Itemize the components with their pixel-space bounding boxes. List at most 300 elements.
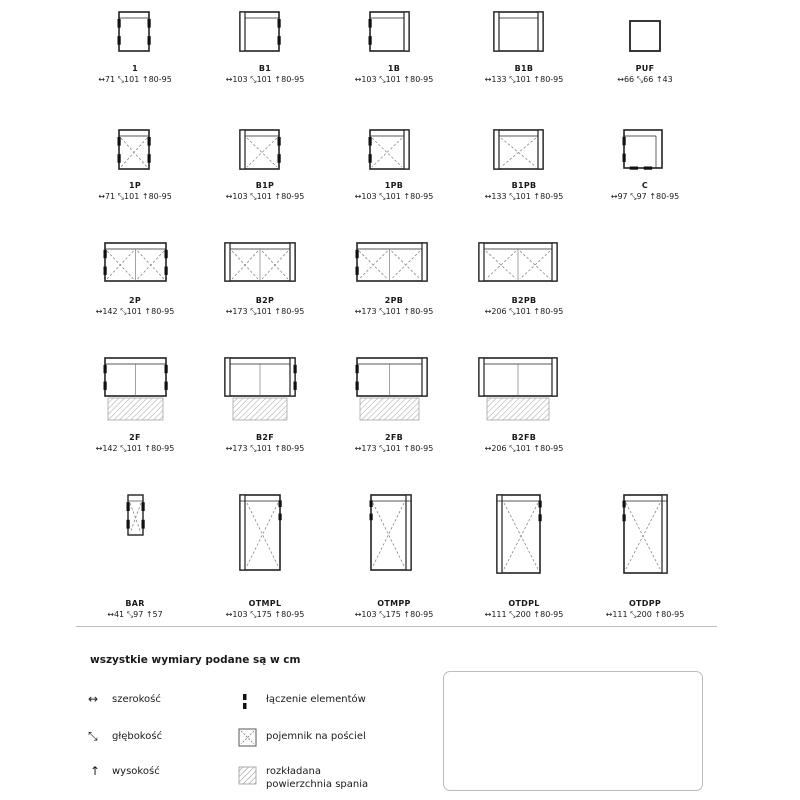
- armrest-right: [662, 495, 667, 573]
- depth-arrow-icon: ⤡: [509, 192, 516, 201]
- width-value: 173: [361, 307, 377, 316]
- height-value: 80-95: [148, 192, 172, 201]
- height-arrow-icon: ↑: [533, 444, 541, 453]
- depth-arrow-icon: ⤡: [120, 307, 127, 316]
- width-arrow-icon: ↔: [354, 610, 362, 619]
- module-code: B1PB: [511, 181, 537, 190]
- width-value: 142: [102, 307, 118, 316]
- module-code: OTDPL: [508, 599, 540, 608]
- height-arrow-icon: ↑: [145, 610, 153, 619]
- module-outline: [371, 495, 411, 570]
- width-arrow-icon: ↔: [95, 444, 103, 453]
- module-dimensions: [459, 444, 589, 454]
- connector-mark: [165, 382, 168, 390]
- module-dimensions: [70, 307, 200, 317]
- sleeping-area: [233, 398, 287, 420]
- armrest-right: [538, 130, 543, 169]
- module-drawing: [459, 356, 589, 476]
- connector-mark: [369, 137, 372, 146]
- legend-connector: [238, 693, 418, 711]
- connector-mark: [279, 500, 282, 507]
- connector-mark: [165, 267, 168, 275]
- module-b1p: [200, 126, 330, 251]
- module-dimensions: [459, 307, 589, 317]
- module-dimensions: [329, 444, 459, 454]
- height-value: 80-95: [540, 75, 564, 84]
- height-value: 80-95: [540, 192, 564, 201]
- connector-mark: [278, 19, 281, 28]
- legend-height: [90, 765, 210, 781]
- sleeping-area: [108, 398, 163, 420]
- width-value: 133: [491, 192, 507, 201]
- module-dimensions: [459, 610, 589, 620]
- module-b2p: [200, 241, 330, 366]
- height-arrow-icon: ↑: [403, 610, 411, 619]
- width-arrow-icon: ↔: [354, 75, 362, 84]
- width-arrow-icon: ↔: [484, 610, 492, 619]
- width-value: 133: [491, 75, 507, 84]
- depth-value: 101: [124, 75, 140, 84]
- width-value: 103: [232, 192, 248, 201]
- height-value: 43: [662, 75, 673, 84]
- module-2fb: [329, 356, 459, 481]
- module-otdpp: [580, 491, 710, 619]
- height-value: 80-95: [151, 307, 175, 316]
- connector-mark: [370, 514, 373, 521]
- depth-arrow-icon: ⤡: [630, 610, 637, 619]
- module-code: PUF: [635, 64, 655, 73]
- height-value: 80-95: [281, 75, 305, 84]
- depth-value: 101: [385, 75, 401, 84]
- connector-mark: [356, 382, 359, 390]
- module-drawing: [200, 356, 330, 476]
- module-code: 2PB: [384, 296, 404, 305]
- module-code: B1B: [514, 64, 534, 73]
- module-b2f: [200, 356, 330, 481]
- depth-arrow-icon: ⤡: [88, 729, 98, 743]
- module-dimensions: [329, 75, 459, 85]
- module-dimensions: [329, 610, 459, 620]
- depth-arrow-icon: ⤡: [379, 444, 386, 453]
- module-b2fb: [459, 356, 589, 481]
- legend-storage: [238, 728, 418, 748]
- connector-mark: [148, 36, 151, 45]
- depth-arrow-icon: ⤡: [250, 75, 257, 84]
- armrest-right: [404, 12, 409, 51]
- depth-value: 101: [515, 192, 531, 201]
- connector-mark: [165, 365, 168, 373]
- connector-mark: [104, 382, 107, 390]
- connector-mark: [539, 514, 542, 521]
- connector-mark: [148, 19, 151, 28]
- armrest-right: [404, 130, 409, 169]
- width-arrow-icon: ↔: [95, 307, 103, 316]
- connector-mark: [539, 501, 542, 508]
- height-arrow-icon: ↑: [403, 75, 411, 84]
- width-value: 66: [623, 75, 635, 84]
- height-arrow-icon: ↑: [274, 444, 282, 453]
- module-code: B1: [258, 64, 272, 73]
- connector-mark: [356, 267, 359, 275]
- module-dimensions: [200, 75, 330, 85]
- connector-mark: [623, 514, 626, 521]
- depth-value: 200: [515, 610, 531, 619]
- height-arrow-icon: ↑: [649, 192, 657, 201]
- armrest-left: [225, 358, 230, 396]
- height-arrow-icon: ↑: [274, 192, 282, 201]
- module-drawing: [70, 491, 200, 611]
- module-drawing: [329, 356, 459, 476]
- armrest-left: [240, 130, 245, 169]
- width-value: 103: [361, 192, 377, 201]
- depth-value: 101: [256, 75, 272, 84]
- depth-arrow-icon: ⤡: [509, 307, 516, 316]
- armrest-left: [494, 12, 499, 51]
- legend-sleeping-label-1: rozkładana: [266, 766, 321, 777]
- height-value: 80-95: [540, 307, 564, 316]
- connector-mark: [356, 250, 359, 258]
- armrest-left: [494, 130, 499, 169]
- module-1: [70, 12, 200, 137]
- armrest-left: [479, 358, 484, 396]
- width-arrow-icon: ↔: [354, 192, 362, 201]
- height-arrow-icon: ↑: [274, 610, 282, 619]
- module-dimensions: [70, 444, 200, 454]
- module-outline: [630, 21, 660, 51]
- height-arrow-icon: ↑: [403, 192, 411, 201]
- width-value: 206: [491, 444, 507, 453]
- connector-mark: [118, 36, 121, 45]
- module-dimensions: [329, 307, 459, 317]
- connector-mark: [369, 154, 372, 163]
- legend-connector-label: łączenie elementów: [266, 694, 366, 705]
- width-arrow-icon: ↔: [107, 610, 114, 619]
- module-code: 1B: [387, 64, 401, 73]
- width-value: 97: [617, 192, 628, 201]
- height-arrow-icon: ↑: [141, 75, 149, 84]
- armrest-left: [479, 243, 484, 281]
- module-dimensions: [580, 610, 710, 620]
- height-arrow-icon: ↑: [144, 307, 152, 316]
- module-code: 1P: [128, 181, 142, 190]
- depth-value: 175: [385, 610, 401, 619]
- module-code: B2FB: [511, 433, 537, 442]
- module-otmpl: [200, 491, 330, 619]
- depth-value: 101: [256, 307, 272, 316]
- width-value: 142: [102, 444, 118, 453]
- armrest-right: [552, 243, 557, 281]
- width-value: 71: [104, 192, 116, 201]
- width-arrow-icon: ↔: [225, 610, 233, 619]
- depth-value: 101: [515, 444, 531, 453]
- connector-mark: [118, 154, 121, 163]
- height-value: 80-95: [410, 75, 434, 84]
- depth-arrow-icon: ⤡: [250, 444, 257, 453]
- module-dimensions: [70, 610, 200, 620]
- depth-value: 101: [385, 192, 401, 201]
- module-puf: [580, 12, 710, 137]
- connector-mark: [623, 137, 626, 145]
- connector-mark: [623, 154, 626, 162]
- depth-arrow-icon: ⤡: [509, 610, 516, 619]
- depth-arrow-icon: ⤡: [509, 75, 516, 84]
- height-value: 80-95: [540, 610, 564, 619]
- armrest-right: [552, 358, 557, 396]
- separator-line: [76, 626, 717, 627]
- module-code: 1PB: [384, 181, 404, 190]
- depth-arrow-icon: ⤡: [120, 444, 127, 453]
- width-arrow-icon: ↔: [225, 444, 233, 453]
- module-2f: [70, 356, 200, 481]
- armrest-right: [422, 358, 427, 396]
- module-code: BAR: [125, 599, 145, 608]
- module-code: B2PB: [511, 296, 537, 305]
- module-otmpp: [329, 491, 459, 619]
- depth-arrow-icon: ⤡: [250, 610, 257, 619]
- width-arrow-icon: ↔: [617, 75, 624, 84]
- width-arrow-icon: ↔: [605, 610, 613, 619]
- height-value: 80-95: [281, 610, 305, 619]
- connector-mark: [369, 36, 372, 45]
- connector-mark: [118, 137, 121, 146]
- height-arrow-icon: ↑: [141, 192, 149, 201]
- module-code: 1: [132, 64, 138, 73]
- width-value: 206: [491, 307, 507, 316]
- connector-mark: [118, 19, 121, 28]
- legend-depth-label: głębokość: [112, 731, 163, 742]
- depth-value: 97: [133, 610, 144, 619]
- depth-arrow-icon: ⤡: [250, 192, 257, 201]
- connector-mark: [142, 502, 145, 511]
- depth-value: 101: [385, 444, 401, 453]
- depth-arrow-icon: ⤡: [509, 444, 516, 453]
- sleeping-area-icon: [238, 766, 258, 786]
- module-code: 2FB: [384, 433, 404, 442]
- depth-value: 175: [256, 610, 272, 619]
- width-value: 173: [232, 307, 248, 316]
- height-arrow-icon: ↑: [655, 75, 663, 84]
- connector-mark: [279, 514, 282, 521]
- module-dimensions: [580, 75, 710, 85]
- height-arrow-icon: ↑: [403, 444, 411, 453]
- module-bar: [70, 491, 200, 619]
- depth-arrow-icon: ⤡: [117, 75, 125, 84]
- width-arrow-icon: ↔: [484, 307, 492, 316]
- depth-value: 101: [515, 75, 531, 84]
- module-2pb: [329, 241, 459, 366]
- width-arrow-icon: ↔: [88, 692, 99, 706]
- connector-mark: [370, 500, 373, 507]
- depth-arrow-icon: ⤡: [117, 192, 125, 201]
- module-1b: [329, 12, 459, 137]
- legend-width: [88, 693, 208, 709]
- height-value: 57: [152, 610, 163, 619]
- depth-value: 101: [385, 307, 401, 316]
- connector-mark: [278, 36, 281, 45]
- width-arrow-icon: ↔: [98, 192, 105, 201]
- module-dimensions: [70, 192, 200, 202]
- height-arrow-icon: ↑: [403, 307, 411, 316]
- module-dimensions: [200, 307, 330, 317]
- depth-value: 97: [636, 192, 647, 201]
- armrest-right: [290, 243, 295, 281]
- depth-arrow-icon: ⤡: [630, 192, 637, 201]
- module-code: B1P: [255, 181, 275, 190]
- legend-sleeping-label-2: powierzchnia spania: [266, 779, 369, 790]
- width-value: 111: [612, 610, 628, 619]
- connector-mark: [630, 167, 638, 170]
- width-value: 173: [361, 444, 377, 453]
- height-value: 80-95: [151, 444, 175, 453]
- width-arrow-icon: ↔: [484, 444, 492, 453]
- width-arrow-icon: ↔: [354, 307, 362, 316]
- module-c: [580, 126, 710, 251]
- connector-mark: [294, 382, 297, 390]
- module-code: B2F: [255, 433, 275, 442]
- sleeping-area: [360, 398, 419, 420]
- storage-icon: [238, 728, 258, 748]
- height-value: 80-95: [540, 444, 564, 453]
- depth-value: 66: [643, 75, 654, 84]
- module-drawing: [329, 491, 459, 611]
- module-1pb: [329, 126, 459, 251]
- module-code: C: [641, 181, 649, 190]
- module-2p: [70, 241, 200, 366]
- height-value: 80-95: [410, 192, 434, 201]
- height-arrow-icon: ↑: [144, 444, 152, 453]
- module-code: B2P: [255, 296, 275, 305]
- height-value: 80-95: [281, 444, 305, 453]
- module-otdpl: [459, 491, 589, 619]
- height-value: 80-95: [410, 610, 434, 619]
- connector-mark: [104, 365, 107, 373]
- module-code: OTMPL: [248, 599, 282, 608]
- height-value: 80-95: [661, 610, 685, 619]
- height-arrow-icon: ↑: [274, 307, 282, 316]
- width-value: 103: [232, 75, 248, 84]
- width-value: 71: [104, 75, 116, 84]
- width-arrow-icon: ↔: [225, 75, 233, 84]
- armrest-right: [538, 12, 543, 51]
- module-code: 2P: [128, 296, 142, 305]
- armrest-right: [290, 358, 295, 396]
- depth-arrow-icon: ⤡: [636, 75, 644, 84]
- module-dimensions: [329, 192, 459, 202]
- depth-value: 101: [256, 444, 272, 453]
- connector-mark: [356, 365, 359, 373]
- depth-arrow-icon: ⤡: [126, 610, 134, 619]
- armrest-left: [240, 12, 245, 51]
- connector-mark: [148, 154, 151, 163]
- height-arrow-icon: ↑: [533, 610, 541, 619]
- width-arrow-icon: ↔: [98, 75, 105, 84]
- depth-arrow-icon: ⤡: [379, 610, 386, 619]
- width-arrow-icon: ↔: [610, 192, 618, 201]
- module-outline: [240, 495, 280, 570]
- module-code: OTMPP: [377, 599, 411, 608]
- armrest-left: [497, 495, 502, 573]
- width-value: 111: [491, 610, 507, 619]
- module-dimensions: [70, 75, 200, 85]
- module-dimensions: [459, 75, 589, 85]
- module-dimensions: [459, 192, 589, 202]
- notes-box: [443, 671, 703, 791]
- module-dimensions: [580, 192, 710, 202]
- connector-mark: [104, 267, 107, 275]
- width-arrow-icon: ↔: [484, 75, 492, 84]
- module-b2pb: [459, 241, 589, 366]
- connector-mark: [142, 520, 145, 529]
- legend-sleeping-area: [238, 766, 418, 796]
- module-code: OTDPP: [628, 599, 662, 608]
- depth-arrow-icon: ⤡: [379, 192, 386, 201]
- connector-mark: [104, 250, 107, 258]
- connector-mark: [278, 137, 281, 146]
- connector-mark: [165, 250, 168, 258]
- connector-mark: [623, 501, 626, 508]
- module-code: 2F: [129, 433, 141, 442]
- module-drawing: [200, 491, 330, 611]
- sleeping-area: [487, 398, 549, 420]
- armrest-left: [225, 243, 230, 281]
- width-value: 103: [361, 75, 377, 84]
- module-dimensions: [200, 610, 330, 620]
- connector-mark: [369, 19, 372, 28]
- depth-value: 101: [126, 444, 142, 453]
- armrest-left: [240, 495, 245, 570]
- module-dimensions: [200, 444, 330, 454]
- height-arrow-icon: ↑: [654, 610, 662, 619]
- width-value: 103: [361, 610, 377, 619]
- width-arrow-icon: ↔: [225, 192, 233, 201]
- module-drawing: [459, 491, 589, 611]
- connector-mark: [127, 502, 130, 511]
- depth-value: 101: [256, 192, 272, 201]
- connector-mark: [294, 365, 297, 373]
- connector-icon: [238, 693, 258, 713]
- width-arrow-icon: ↔: [354, 444, 362, 453]
- armrest-right: [422, 243, 427, 281]
- depth-arrow-icon: ⤡: [250, 307, 257, 316]
- depth-value: 200: [636, 610, 652, 619]
- module-drawing: [580, 491, 710, 611]
- height-value: 80-95: [410, 444, 434, 453]
- legend-depth: [88, 730, 208, 746]
- connector-mark: [278, 154, 281, 163]
- height-value: 80-95: [281, 307, 305, 316]
- height-arrow-icon: ↑: [533, 192, 541, 201]
- width-value: 103: [232, 610, 248, 619]
- width-arrow-icon: ↔: [225, 307, 233, 316]
- legend-title: wszystkie wymiary podane są w cm: [90, 654, 301, 666]
- depth-value: 101: [126, 307, 142, 316]
- width-arrow-icon: ↔: [484, 192, 492, 201]
- height-value: 80-95: [281, 192, 305, 201]
- height-arrow-icon: ↑: [274, 75, 282, 84]
- depth-arrow-icon: ⤡: [379, 307, 386, 316]
- connector-mark: [644, 167, 652, 170]
- module-outline: [624, 495, 667, 573]
- module-b1: [200, 12, 330, 137]
- module-1p: [70, 126, 200, 251]
- depth-value: 101: [515, 307, 531, 316]
- height-value: 80-95: [410, 307, 434, 316]
- legend-storage-label: pojemnik na pościel: [266, 731, 366, 742]
- depth-value: 101: [124, 192, 140, 201]
- module-outline: [497, 495, 540, 573]
- height-value: 80-95: [148, 75, 172, 84]
- height-value: 80-95: [656, 192, 680, 201]
